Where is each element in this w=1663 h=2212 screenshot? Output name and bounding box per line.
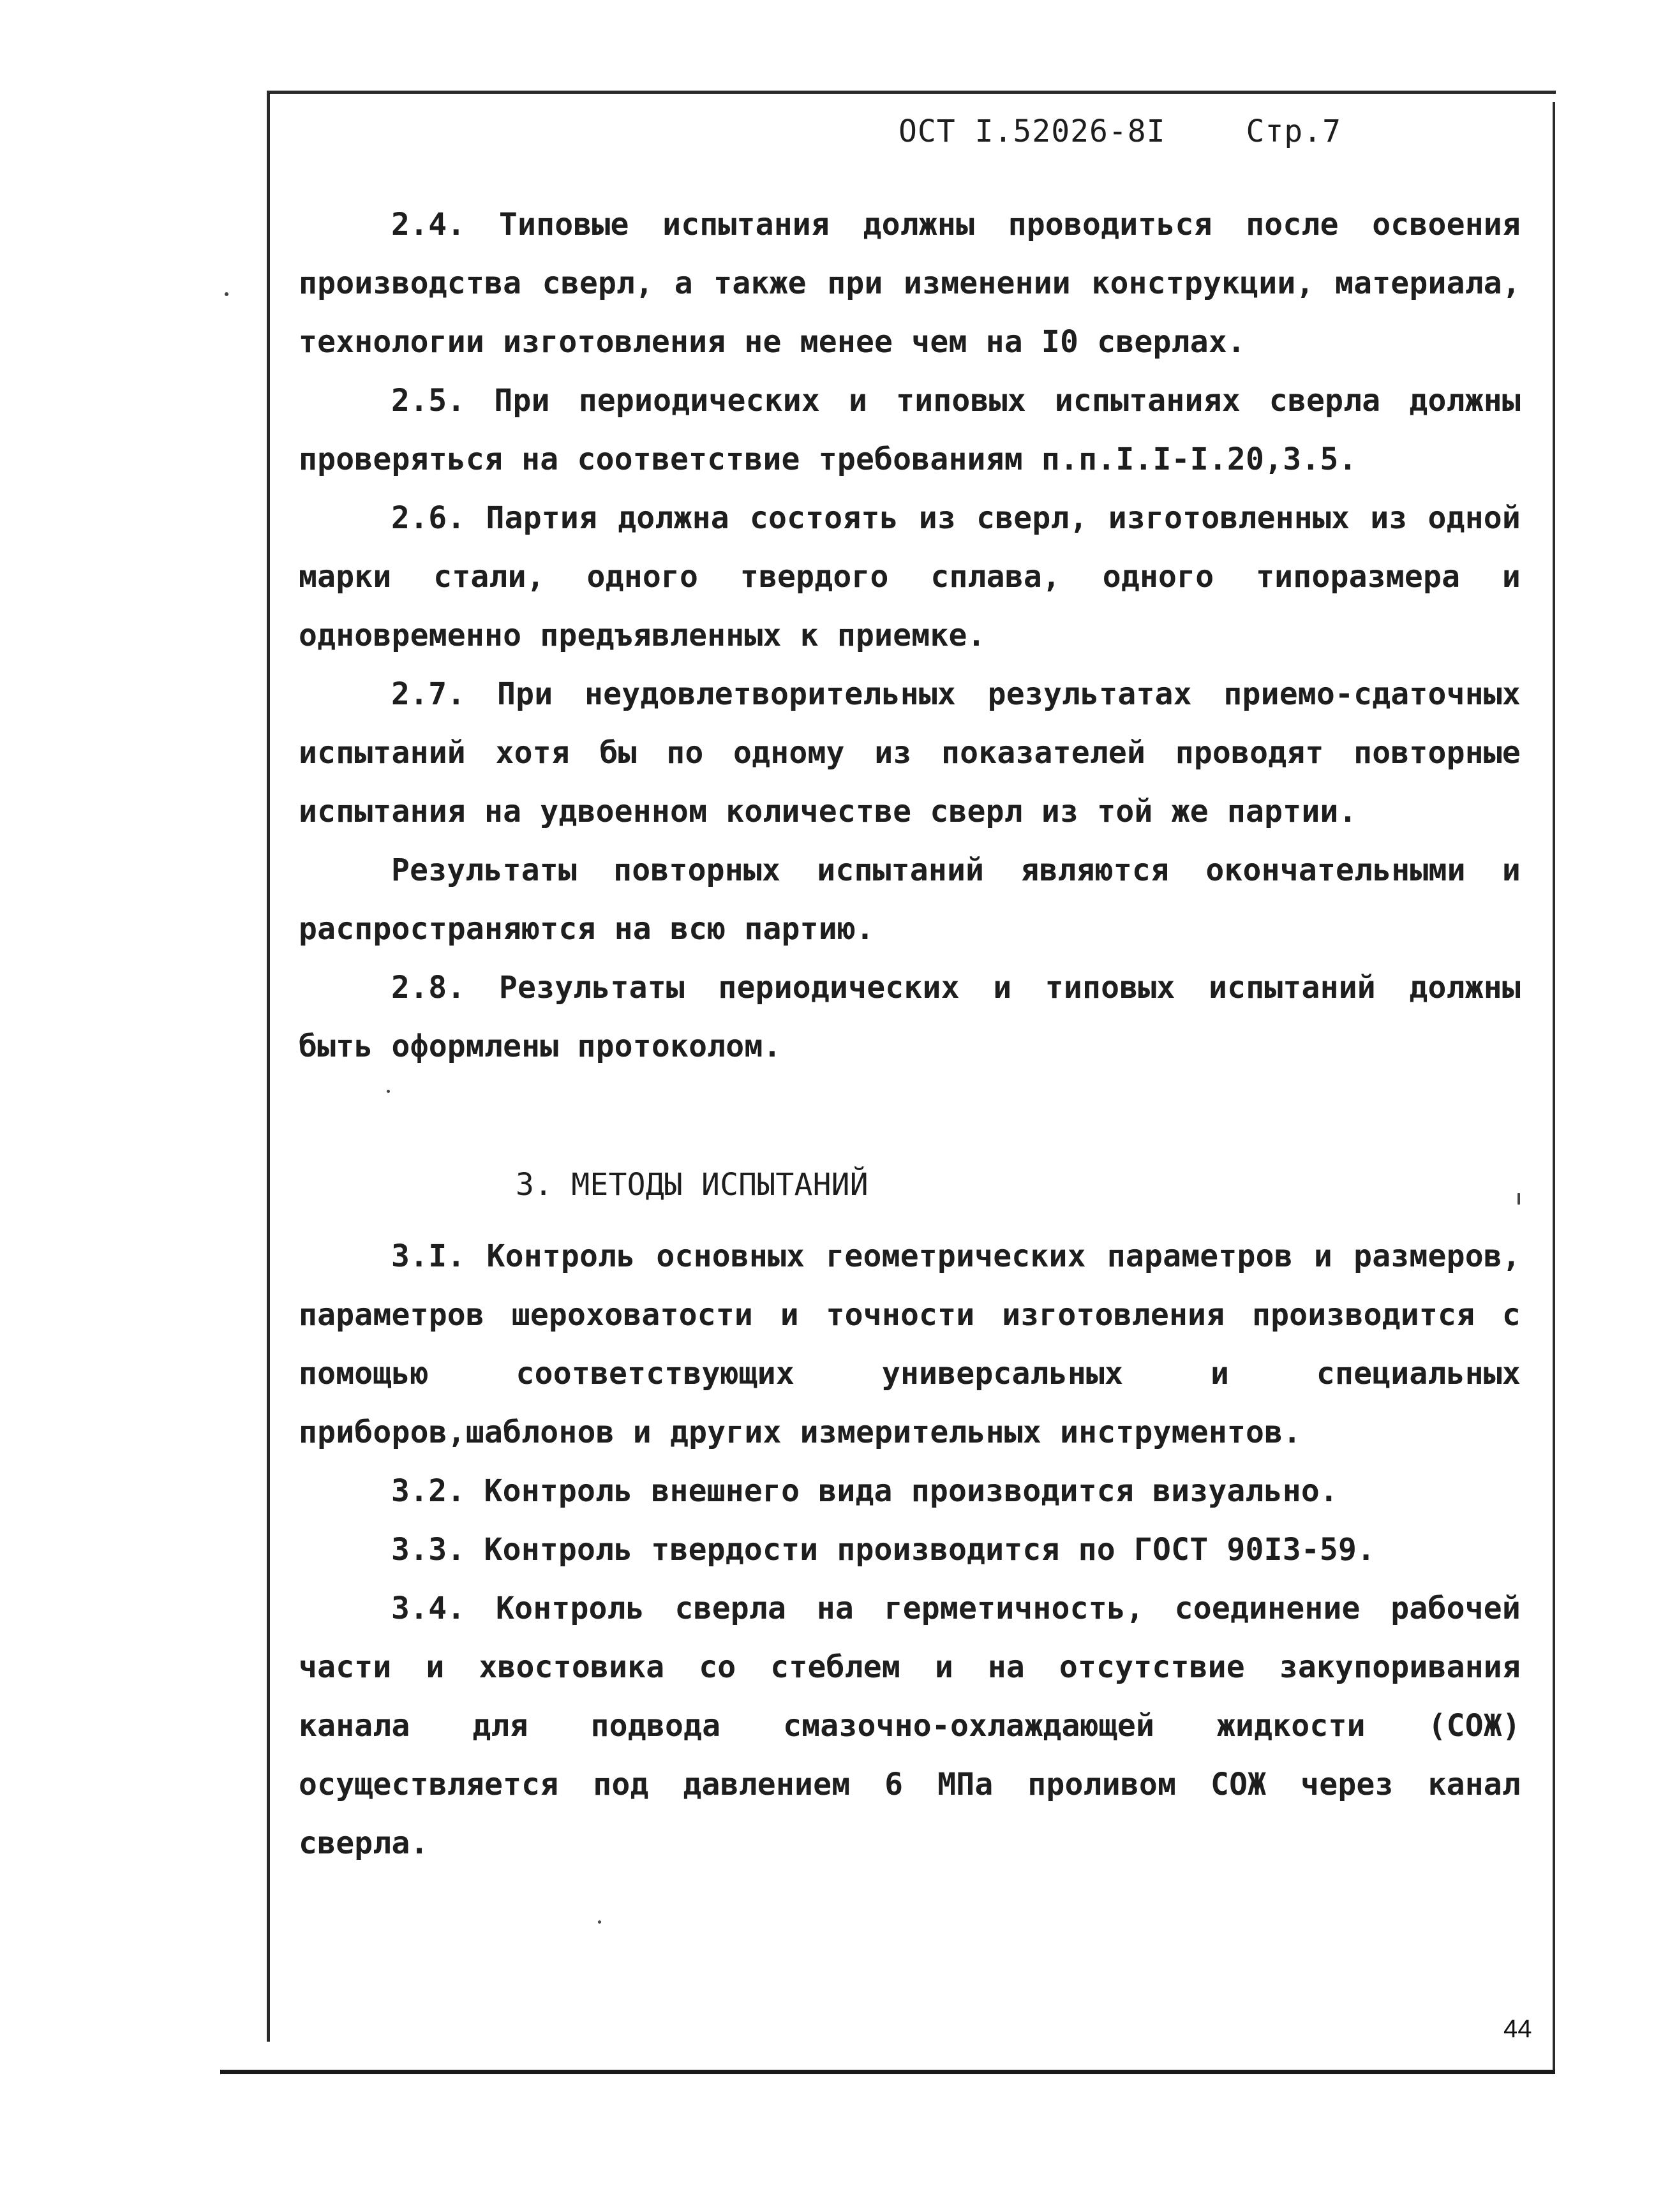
page-header — [899, 114, 1341, 149]
page-number: 44 — [1503, 2015, 1532, 2043]
page-label: Стр.7 — [1246, 114, 1341, 149]
paragraph-3-2: 3.2. Контроль внешнего вида производится визуально. — [391, 1473, 1339, 1509]
scan-speck — [1518, 1193, 1520, 1205]
document-body — [299, 195, 1521, 1873]
paragraph-3-1: 3.I. Контроль основных геометрических параметров и размеров, параметров шероховатости и точности изготовления производится с помощью соответствующих универсальных и специальных приборов,шаблонов и других измерительных инструментов. — [299, 1238, 1521, 1450]
paragraph-2-5: 2.5. При периодических и типовых испытаниях сверла должны проверяться на соответствие требованиям п.п.I.I-I.20,3.5. — [299, 383, 1521, 477]
scan-speck — [387, 1090, 390, 1093]
frame-bottom-border — [220, 2070, 1555, 2074]
frame-right-border — [1553, 102, 1555, 2070]
paragraph-2-4: 2.4. Типовые испытания должны проводиться после освоения производства сверл, а также при изменении конструкции, материала, технологии изготовления не менее чем на I0 сверлах. — [299, 207, 1521, 360]
paragraph-3-4: 3.4. Контроль сверла на герметичность, соединение рабочей части и хвостовика со стеблем и на отсутствие закупоривания канала для подвода смазочно-охлаждающей жидкости (СОЖ) осуществляется под давлением 6 МПа проливом СОЖ через канал сверла. — [299, 1591, 1521, 1861]
section-title: 3. МЕТОДЫ ИСПЫТАНИЙ — [516, 1167, 869, 1203]
paragraph-2-7-results: Результаты повторных испытаний являются окончательными и распространяются на всю партию. — [299, 852, 1521, 947]
document-code: ОСТ I.52026-8I — [899, 114, 1166, 149]
scan-speck — [225, 292, 228, 296]
paragraph-3-3: 3.3. Контроль твердости производится по ГОСТ 90I3-59. — [391, 1532, 1376, 1568]
frame-left-border — [267, 91, 270, 2042]
scan-speck — [598, 1920, 601, 1924]
frame-top-border — [267, 91, 1556, 94]
paragraph-2-8: 2.8. Результаты периодических и типовых испытаний должны быть оформлены протоколом. — [299, 970, 1521, 1064]
paragraph-2-7: 2.7. При неудовлетворительных результатах приемо-сдаточных испытаний хотя бы по одному из показателей проводят повторные испытания на удвоенном количестве сверл из той же партии. — [299, 676, 1521, 829]
paragraph-2-6: 2.6. Партия должна состоять из сверл, изготовленных из одной марки стали, одного твердого сплава, одного типоразмера и одновременно предъявленных к приемке. — [299, 500, 1521, 653]
